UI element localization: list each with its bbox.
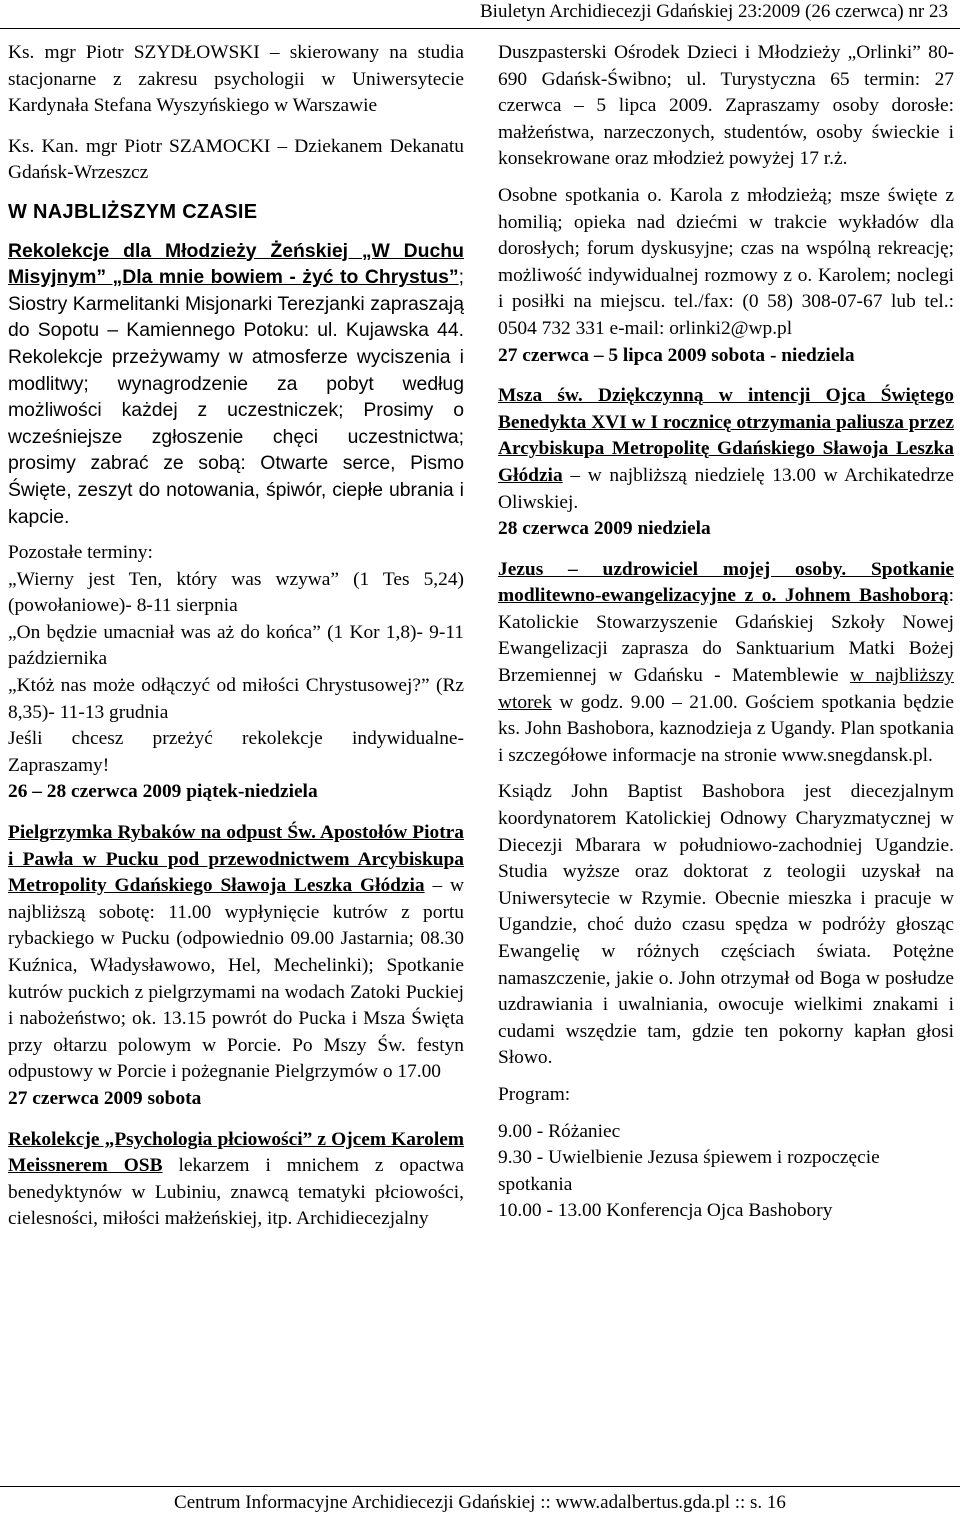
- retreat-psychology-details: lekarzem i mnichem z opactwa benedyktynów w Lubiniu, znawcą tematyki płciowości, cielesności, miłości małżeńskiej, itp. Archidiecezjalny: [8, 1155, 464, 1230]
- retreat-psychology-title: Rekolekcje „Psychologia płciowości” z Ojcem Karolem Meissnerem OSB: [8, 1128, 464, 1177]
- footer-divider: [0, 1486, 960, 1487]
- program-label: Program:: [498, 1083, 571, 1105]
- announcement-szamocki: Ks. Kan. mgr Piotr SZAMOCKI – Dziekanem Dekanatu Gdańsk-Wrzeszcz: [8, 135, 464, 184]
- pilgrimage-details: – w najbliższą sobotę: 11.00 wypłynięcie kutrów z portu rybackiego w Pucku (odpowiednio 09.00 Jastarnia; 08.30 Kuźnica, Władysławowo, Hel, Mechelinki); Spotkanie kutrów puckich z pielgrzymami na wodach Zatoki Puckiej i nabożeństwo; ok. 13.15 powrót do Pucka i Msza Święta przy ołtarzu polowym w Porcie. Po Mszy Św. festyn odpustowy w Porcie i pożegnanie Pielgrzymów o 17.00: [8, 875, 464, 1083]
- retreat-special-meetings: Osobne spotkania o. Karola z młodzieżą; msze święte z homilią; opieka nad dziećmi w trakcie wykładów dla dorosłych; forum dyskusyjne; czas na wspólną rekreację; możliwość indywidualnej rozmowy z o. Karolem; noclegi i posiłki na miejscu. tel./fax: (0 58) 308-07-67 lub tel.: 0504 732 331 e-mail: orlinki2@wp.pl: [498, 184, 954, 339]
- bashobora-meeting-text-2: w godz. 9.00 – 21.00. Gościem spotkania będzie ks. John Bashobora, kaznodzieja z Ugandy. Plan spotkania i szczegółowe informacje na stronie www.snegdansk.pl.: [498, 691, 954, 766]
- announcement-szydlowski: Ks. mgr Piotr SZYDŁOWSKI – skierowany na studia stacjonarne z zakresu psychologii w Uniwersytecie Kardynała Stefana Wyszyńskiego w Warszawie: [8, 42, 464, 117]
- term-3: „Któż nas może odłączyć od miłości Chrystusowej?” (Rz 8,35)- 11-13 grudnia: [8, 675, 464, 723]
- retreat-women-title: Rekolekcje dla Młodzieży Żeńskiej „W Duchu Misyjnym” „Dla mnie bowiem - żyć to Chrystus”: [8, 239, 464, 289]
- thanksgiving-mass-details: – w najbliższą niedzielę 13.00 w Archikatedrze Oliwskiej.: [498, 464, 954, 513]
- header-divider: [0, 28, 960, 29]
- program-item-1: 9.00 - Różaniec: [498, 1120, 621, 1142]
- program-item-2: 9.30 - Uwielbienie Jezusa śpiewem i rozpoczęcie spotkania: [498, 1147, 880, 1195]
- page-footer: Centrum Informacyjne Archidiecezji Gdańskiej :: www.adalbertus.gda.pl :: s. 16: [174, 1492, 786, 1513]
- retreat-psychology: [8, 1127, 464, 1233]
- bashobora-meeting: [498, 557, 954, 770]
- date-27-june-5-july: 27 czerwca – 5 lipca 2009 sobota - niedziela: [498, 344, 855, 366]
- bashobora-meeting-text: : Katolickie Stowarzyszenie Gdańskiej Szkoły Nowej Ewangelizacji zaprasza do Sanktuarium Matki Bożej Brzemiennej w Gdańsku - Matemblewie: [498, 585, 954, 687]
- thanksgiving-mass-title: Msza św. Dziękczynną w intencji Ojca Świętego Benedykta XVI w I rocznicę otrzymania paliusza przez Arcybiskupa Metropolitę Gdańskiego Sławoja Leszka Głódzia: [498, 385, 954, 486]
- thanksgiving-mass: [498, 383, 954, 516]
- retreat-location: Duszpasterski Ośrodek Dzieci i Młodzieży „Orlinki” 80-690 Gdańsk-Świbno; ul. Turystyczna 65 termin: 27 czerwca – 5 lipca 2009. Zapraszamy osoby dorosłe: małżeństwa, narzeczonych, studentów, osoby świeckie i konsekrowane oraz młodzież powyżej 17 r.ż.: [498, 42, 954, 170]
- date-27-june: 27 czerwca 2009 sobota: [8, 1087, 202, 1109]
- other-terms-label: Pozostałe terminy:: [8, 542, 153, 564]
- left-column: [8, 40, 464, 1233]
- date-28-june: 28 czerwca 2009 niedziela: [498, 518, 711, 540]
- right-column: [498, 40, 954, 1225]
- bashobora-bio: Ksiądz John Baptist Bashobora jest diecezjalnym koordynatorem Katolickiej Odnowy Charyzmatycznej w Diecezji Mbarara w południowo-zachodniej Ugandzie. Studia wyższe oraz doktorat z teologii uzyskał na Uniwersytecie w Rzymie. Obecnie mieszka i pracuje w Ugandzie, choć dużo czasu spędza w podróży głosząc Ewangelię w różnych częściach świata. Potężne namaszczenie, jakie o. John otrzymał od Boga w posłudze uzdrawiania i uwalniania, owocuje wielkimi znakami i cudami wszędzie tam, gdzie ten pokorny kapłan głosi Słowo.: [498, 781, 954, 1069]
- retreat-women-details: Rekolekcje przeżywamy w atmosferze wyciszenia i modlitwy; wynagrodzenie za pobyt według możliwości każdej z uczestniczek; Prosimy o wcześniejsze zgłoszenie chęci uczestnictwa; prosimy zabrać ze sobą: Otwarte serce, Pismo Święte, zeszyt do notowania, śpiwór, ciepłe ubrania i kapcie.: [8, 345, 464, 528]
- pilgrimage-title: Pielgrzymka Rybaków na odpust Św. Apostołów Piotra i Pawła w Pucku pod przewodnictwem Arcybiskupa Metropolity Gdańskiego Sławoja Leszka Głódzia: [8, 822, 464, 897]
- retreat-women-location: ; Siostry Karmelitanki Misjonarki Terezjanki zapraszają do Sopotu – Kamiennego Potoku: ul. Kujawska 44.: [8, 266, 464, 342]
- date-26-28-june: 26 – 28 czerwca 2009 piątek-niedziela: [8, 781, 318, 803]
- bashobora-meeting-when: w najbliższy wtorek: [498, 665, 955, 713]
- term-2: „On będzie umacniał was aż do końca” (1 Kor 1,8)- 9-11 października: [8, 621, 464, 670]
- section-heading: W NAJBLIŻSZYM CZASIE: [8, 200, 258, 223]
- bashobora-meeting-title: Jezus – uzdrowiciel mojej osoby. Spotkanie modlitewno-ewangelizacyjne z o. Johnem Bashoborą: [498, 558, 954, 607]
- retreat-women: [8, 238, 464, 531]
- term-4: Jeśli chcesz przeżyć rekolekcje indywidualne- Zapraszamy!: [8, 728, 464, 776]
- bulletin-title: Biuletyn Archidiecezji Gdańskiej 23:2009 (26 czerwca) nr 23: [480, 1, 948, 22]
- page-header: [0, 0, 960, 26]
- pilgrimage-fishermen: [8, 820, 464, 1086]
- term-1: „Wierny jest Ten, który was wzywa” (1 Tes 5,24) (powołaniowe)- 8-11 sierpnia: [8, 568, 464, 617]
- program-item-3: 10.00 - 13.00 Konferencja Ojca Bashobory: [498, 1200, 833, 1222]
